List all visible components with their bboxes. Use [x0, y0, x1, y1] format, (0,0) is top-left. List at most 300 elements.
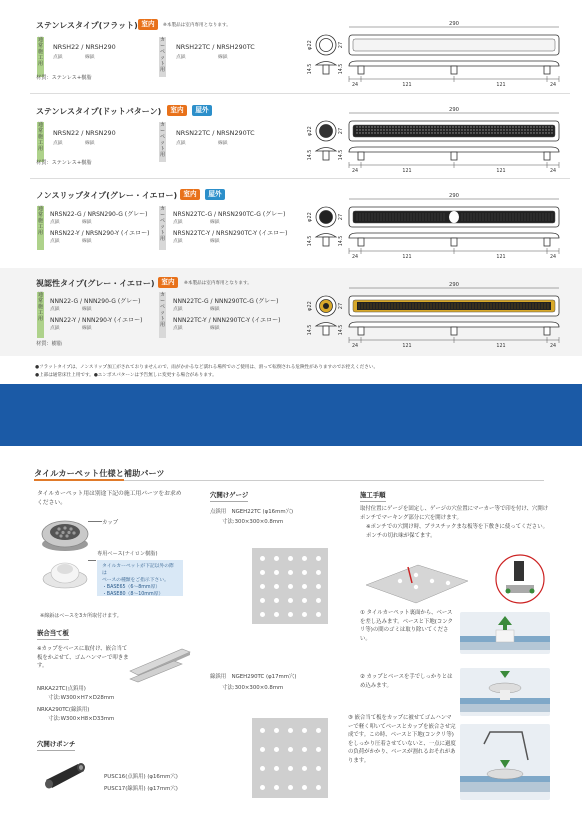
bar-dot	[356, 129, 357, 130]
bar-side	[349, 61, 559, 66]
base-info-box	[97, 560, 183, 596]
bar-dot	[461, 132, 462, 133]
bar-dot	[371, 129, 372, 130]
gauge-hole	[302, 766, 307, 771]
dim-diameter: φ22	[307, 40, 313, 50]
bar-dot	[407, 132, 408, 133]
bar-dot	[539, 132, 540, 133]
step-3-image	[460, 724, 550, 800]
bar-dot	[371, 132, 372, 133]
base-info-line: タイルカーペットが下記以外の際は	[102, 564, 174, 576]
tab-normal: 通常施工用	[37, 206, 44, 250]
cup-label: カップ	[102, 520, 119, 526]
bar-post	[451, 152, 457, 160]
bar-dot	[404, 132, 405, 133]
dim-height: 27	[338, 127, 344, 135]
circle-inner	[320, 211, 333, 224]
tab-carpet: カーペット用	[159, 292, 166, 338]
bar-dot	[356, 126, 357, 127]
bar-dot	[485, 129, 486, 130]
bar-dot	[515, 132, 516, 133]
plate-text: ※カップをベースに取付け、嵌合当て板をかぶせて、ゴムハンマーで叩きます。	[37, 646, 129, 669]
dim-seg-a: 24	[351, 255, 359, 259]
sub-line: 線鋲	[82, 239, 92, 244]
bar-dot	[440, 126, 441, 127]
gauge-hole	[288, 584, 293, 589]
product-note: ※本製品は室内専用となります。	[163, 23, 231, 28]
bar-dot	[536, 132, 537, 133]
bar-dot	[500, 132, 501, 133]
indoor-badge: 室内	[158, 277, 178, 288]
bar-dot	[362, 129, 363, 130]
bar-dot	[374, 129, 375, 130]
sub-point: 点鋲	[53, 55, 63, 60]
gauge-board-line	[252, 718, 328, 798]
step-3: ③ 嵌合当て板をカップに被せてゴムハンマーで軽く叩いてベースとカップを嵌合させ完成です。この時、ベースと下地(コンクリ等)をしっかり圧着させていないと、一点に過度の負荷がかかり、ベースが割れるおそれがあります。	[348, 715, 456, 764]
bar-dot	[533, 132, 534, 133]
bar-dot	[509, 129, 510, 130]
bar-dot	[512, 129, 513, 130]
bar-dot	[422, 129, 423, 130]
gauge-heading: 穴開けゲージ	[210, 490, 248, 502]
bar-dot	[374, 126, 375, 127]
bar-dot	[518, 126, 519, 127]
punch-model-2: PUSC17(線鋲用) (φ17mm穴)	[104, 786, 178, 792]
bar-dot	[473, 129, 474, 130]
side-stem	[323, 151, 329, 160]
bar-dot	[548, 126, 549, 127]
bar-dot	[368, 126, 369, 127]
step-2: ② カップとベースを手でしっかりとはめ込みます。	[360, 674, 453, 689]
sub-line: 線鋲	[82, 326, 92, 331]
dim-length: 290	[449, 193, 459, 199]
divider	[30, 93, 570, 94]
dim-height: 27	[338, 213, 344, 221]
side-stem	[323, 65, 329, 74]
bar-dot	[401, 129, 402, 130]
bar-dot	[392, 132, 393, 133]
material: 材質：樹脂	[36, 341, 62, 347]
punch-model-1: PUSC16(点鋲用) (φ16mm穴)	[104, 774, 178, 780]
gauge-hole	[302, 747, 307, 752]
bar-dot	[542, 132, 543, 133]
dim-seg-c: 121	[496, 83, 506, 87]
bar-dot	[548, 132, 549, 133]
dim-seg-b: 121	[402, 83, 412, 87]
bar-dot	[500, 129, 501, 130]
gauge-hole	[260, 728, 265, 733]
gauge-hole	[302, 785, 307, 790]
bar-dot	[476, 126, 477, 127]
bar-dot	[380, 132, 381, 133]
procedure-heading: 施工手順	[360, 490, 386, 502]
bar-dot	[440, 129, 441, 130]
gauge-hole	[260, 598, 265, 603]
leader-line	[88, 560, 96, 561]
bar-dot	[425, 129, 426, 130]
bar-dot	[479, 132, 480, 133]
bar-dot	[365, 126, 366, 127]
gauge1-model: 点鋲用 NGEH22TC (φ16mm穴)	[210, 509, 294, 515]
circle-inner	[320, 39, 333, 52]
bar-side	[349, 147, 559, 152]
bar-dot	[539, 129, 540, 130]
model-normal: NRSN22 / NRSN290	[53, 129, 116, 137]
gauge-hole	[302, 728, 307, 733]
dim-side-height: 14.5	[308, 235, 313, 247]
indoor-badge: 室内	[180, 189, 200, 200]
bar-dot	[458, 129, 459, 130]
sub-line: 線鋲	[85, 55, 95, 60]
bar-dot	[422, 132, 423, 133]
gauge-board-point	[252, 548, 328, 624]
bar-dot	[452, 132, 453, 133]
bar-dot	[491, 129, 492, 130]
bar-dot	[485, 132, 486, 133]
bar-dot	[512, 132, 513, 133]
gauge-hole	[274, 598, 279, 603]
bar-dot	[374, 132, 375, 133]
bar-dot	[527, 132, 528, 133]
bar-dot	[473, 126, 474, 127]
product-title: ノンスリップタイプ(グレー・イエロー)	[36, 191, 178, 200]
gauge-hole	[316, 728, 321, 733]
bar-dot	[497, 129, 498, 130]
bar-dot	[446, 126, 447, 127]
bar-dot	[509, 126, 510, 127]
dim-side-height: 14.5	[308, 149, 313, 161]
bar-dot	[446, 132, 447, 133]
bar-dot	[431, 129, 432, 130]
bar-dot	[437, 132, 438, 133]
bar-dot	[377, 132, 378, 133]
bar-dot	[536, 126, 537, 127]
bar-post	[544, 66, 550, 74]
gauge1-size: 寸法:300×300×0.8mm	[222, 519, 284, 525]
bar-dot	[479, 129, 480, 130]
bar-post	[451, 66, 457, 74]
bar-dot	[395, 132, 396, 133]
gauge2-size: 寸法:300×300×0.8mm	[222, 685, 284, 691]
dim-side-height: 14.5	[339, 149, 344, 161]
dim-side-height: 14.5	[308, 324, 313, 336]
model-normal-yellow: NNN22-Y / NNN290-Y (イエロー)	[50, 317, 143, 324]
bar-dot	[536, 129, 537, 130]
sub-point: 点鋲	[50, 326, 60, 331]
procedure-illustration	[360, 553, 560, 605]
base-info-line: ベースの種類をご指示下さい。	[102, 578, 169, 583]
base-label: 専用ベース(ナイロン樹脂)	[97, 551, 158, 557]
bar-dot	[398, 132, 399, 133]
dim-seg-a: 24	[351, 83, 359, 87]
indoor-badge: 室内	[167, 105, 187, 116]
bar-dot	[434, 129, 435, 130]
model-carpet-grey: NRSN22TC-G / NRSN290TC-G (グレー)	[173, 211, 286, 218]
bar-dot	[428, 129, 429, 130]
model-carpet-yellow: NNN22TC-Y / NNN290TC-Y (イエロー)	[173, 317, 281, 324]
bar-dot	[464, 132, 465, 133]
bar-post	[544, 152, 550, 160]
base-info-line: ・BASE80（8～10mm厚）	[102, 592, 164, 597]
gauge-hole	[288, 766, 293, 771]
bar-dot	[383, 132, 384, 133]
bar-dot	[455, 132, 456, 133]
gauge-hole	[260, 747, 265, 752]
sub-line: 線鋲	[210, 307, 220, 312]
sub-point: 点鋲	[50, 239, 60, 244]
bar-dot	[416, 126, 417, 127]
section-title: タイルカーペット仕様と補助パーツ	[34, 468, 165, 478]
bar-dot	[443, 126, 444, 127]
bar-dot	[524, 132, 525, 133]
bar-dot	[467, 132, 468, 133]
bar-post	[544, 327, 550, 335]
dim-seg-c: 121	[496, 169, 506, 173]
footnote: ●フラットタイプは、ノンスリップ加工がされておりませんので、雨がかかるなど濡れる場所でのご使用は、滑って転倒される危険性がありますのでお控えください。	[35, 365, 379, 370]
bar-dot	[449, 129, 450, 130]
bar-dot	[530, 126, 531, 127]
gauge-hole	[260, 766, 265, 771]
base-note: ※線鋲はベースを3カ所取付けます。	[40, 613, 122, 619]
dim-seg-b: 121	[402, 344, 412, 348]
bar-dot	[410, 132, 411, 133]
circle-inner	[320, 125, 333, 138]
gauge-hole	[274, 556, 279, 561]
bar-dot	[365, 129, 366, 130]
bar-dot	[539, 126, 540, 127]
bar-dot	[428, 132, 429, 133]
bar-dot	[365, 132, 366, 133]
gauge-hole	[316, 612, 321, 617]
bar-dot	[413, 126, 414, 127]
bar-dot	[500, 126, 501, 127]
sub-line: 線鋲	[218, 141, 228, 146]
sub-point: 点鋲	[173, 326, 183, 331]
bar-dot	[362, 126, 363, 127]
bar-dot	[392, 126, 393, 127]
product-row-flat	[0, 14, 582, 90]
bar-dot	[515, 126, 516, 127]
model-carpet: NRSN22TC / NRSN290TC	[176, 129, 255, 137]
punch-heading: 穴開けポンチ	[37, 739, 75, 751]
gauge-hole	[288, 785, 293, 790]
bar-dot	[380, 126, 381, 127]
gauge-hole	[274, 612, 279, 617]
gauge-hole	[274, 584, 279, 589]
step-2-image	[460, 668, 550, 716]
bar-dot	[425, 132, 426, 133]
bar-dot	[389, 126, 390, 127]
bar-inner	[353, 39, 555, 51]
product-title: ステンレスタイプ(フラット)	[36, 21, 138, 30]
bar-dot	[431, 126, 432, 127]
gauge-hole	[274, 747, 279, 752]
side-stem	[323, 326, 329, 335]
bar-dot	[401, 132, 402, 133]
bar-dot	[452, 126, 453, 127]
bar-dot	[428, 126, 429, 127]
bar-dot	[551, 132, 552, 133]
product-row-visible	[0, 268, 582, 356]
bar-dot	[533, 129, 534, 130]
bar-post	[451, 327, 457, 335]
bar-dot	[506, 129, 507, 130]
bar-dot	[410, 126, 411, 127]
gauge-hole	[260, 612, 265, 617]
bar-dot	[521, 126, 522, 127]
gauge-hole	[316, 556, 321, 561]
plate-image	[128, 643, 194, 683]
bar-dot	[434, 126, 435, 127]
bar-dot	[359, 129, 360, 130]
bar-dot	[359, 126, 360, 127]
bar-dot	[482, 129, 483, 130]
bar-dot	[413, 129, 414, 130]
bar-dot	[515, 129, 516, 130]
bar-dot	[464, 129, 465, 130]
tab-carpet: カーペット用	[159, 122, 166, 162]
bar-side	[349, 322, 559, 327]
bar-dot	[491, 126, 492, 127]
gauge-hole	[260, 785, 265, 790]
bar-dot	[461, 126, 462, 127]
leader-line	[88, 521, 102, 522]
bar-dot	[449, 132, 450, 133]
gauge-hole	[288, 570, 293, 575]
tab-carpet: カーペット用	[159, 37, 166, 77]
bar-dot	[398, 129, 399, 130]
bar-dot	[413, 132, 414, 133]
bar-dot	[521, 132, 522, 133]
side-cap	[316, 234, 336, 238]
gauge-hole	[316, 766, 321, 771]
plate-size-1: 寸法:W300×H7×D28mm	[48, 695, 115, 701]
model-carpet-grey: NNN22TC-G / NNN290TC-G (グレー)	[173, 298, 279, 305]
dim-seg-a: 24	[351, 344, 359, 348]
gauge-hole	[274, 785, 279, 790]
bar-dot	[395, 126, 396, 127]
tab-carpet: カーペット用	[159, 206, 166, 250]
bar-dot	[545, 129, 546, 130]
plate-model-1: NRKA22TC(点鋲用)	[37, 686, 86, 692]
bar-dot	[449, 126, 450, 127]
bar-post	[544, 238, 550, 246]
bar-dot	[416, 132, 417, 133]
footnote: ●上部は通常床仕上用です。●エンボスパターンは予告無しに変更する場合があります。	[35, 373, 217, 378]
bar-dot	[542, 129, 543, 130]
bar-dot	[494, 129, 495, 130]
tab-normal: 通常施工用	[37, 122, 44, 162]
bar-post	[358, 238, 364, 246]
dim-seg-d: 24	[549, 83, 557, 87]
dim-seg-a: 24	[351, 169, 359, 173]
gauge-hole	[288, 556, 293, 561]
material: 材質：ステンレス+樹脂	[36, 160, 92, 166]
bar-dot	[497, 132, 498, 133]
sub-point: 点鋲	[50, 307, 60, 312]
footnotes	[35, 364, 378, 380]
dim-diameter: φ22	[307, 126, 313, 136]
dim-diameter: φ22	[307, 301, 313, 311]
bar-gap	[449, 211, 459, 223]
section-rule	[34, 479, 124, 481]
bar-dot	[518, 132, 519, 133]
bar-dot	[506, 132, 507, 133]
dim-height: 27	[338, 41, 344, 49]
dim-side-height: 14.5	[339, 324, 344, 336]
material: 材質：ステンレス+樹脂	[36, 75, 92, 81]
bar-dot	[527, 126, 528, 127]
bar-dot	[464, 126, 465, 127]
bar-dot	[362, 132, 363, 133]
bar-dot	[524, 126, 525, 127]
side-stem	[323, 237, 329, 246]
bar-dot	[458, 132, 459, 133]
bar-dot	[512, 126, 513, 127]
sub-line: 線鋲	[82, 220, 92, 225]
sub-line: 線鋲	[218, 55, 228, 60]
gauge-hole	[316, 598, 321, 603]
bar-dot	[386, 129, 387, 130]
bar-dot	[392, 129, 393, 130]
bar-dot	[359, 132, 360, 133]
bar-post	[358, 152, 364, 160]
bar-dot	[482, 132, 483, 133]
sub-line: 線鋲	[210, 326, 220, 331]
sub-point: 点鋲	[176, 141, 186, 146]
gauge-hole	[274, 766, 279, 771]
bar-dot	[419, 129, 420, 130]
bar-dot	[524, 129, 525, 130]
gauge2-model: 線鋲用 NGEH290TC (φ17mm穴)	[210, 674, 297, 680]
intro-text: タイルカーペット用は別途下記の施工用パーツをお求めください。	[37, 491, 182, 506]
model-carpet: NRSH22TC / NRSH290TC	[176, 43, 255, 51]
sub-point: 点鋲	[53, 141, 63, 146]
gauge-hole	[288, 728, 293, 733]
bar-dot	[548, 129, 549, 130]
bar-dot	[503, 129, 504, 130]
bar-dot	[476, 132, 477, 133]
dim-length: 290	[449, 21, 459, 27]
dim-seg-c: 121	[496, 344, 506, 348]
bar-dot	[491, 132, 492, 133]
bar-dot	[509, 132, 510, 133]
product-row-nonslip	[0, 182, 582, 264]
model-normal-grey: NRSN22-G / NRSN290-G (グレー)	[50, 211, 148, 218]
bar-dot	[533, 126, 534, 127]
bar-dot	[398, 126, 399, 127]
bar-dot	[422, 126, 423, 127]
bar-dot	[443, 129, 444, 130]
gauge-hole	[302, 584, 307, 589]
bar-dot	[407, 129, 408, 130]
plate-model-2: NRKA290TC(線鋲用)	[37, 707, 90, 713]
bar-dot	[419, 132, 420, 133]
bar-dot	[440, 132, 441, 133]
side-cap	[316, 148, 336, 152]
bar-dot	[488, 126, 489, 127]
bar-dot	[410, 129, 411, 130]
bar-dot	[521, 129, 522, 130]
sub-point: 点鋲	[176, 55, 186, 60]
bar-dot	[485, 126, 486, 127]
bar-dot	[386, 132, 387, 133]
plate-size-2: 寸法:W300×H8×D33mm	[48, 716, 115, 722]
dimension-drawing	[297, 101, 565, 173]
bar-dot	[530, 132, 531, 133]
bar-dot	[389, 129, 390, 130]
sub-point: 点鋲	[173, 307, 183, 312]
